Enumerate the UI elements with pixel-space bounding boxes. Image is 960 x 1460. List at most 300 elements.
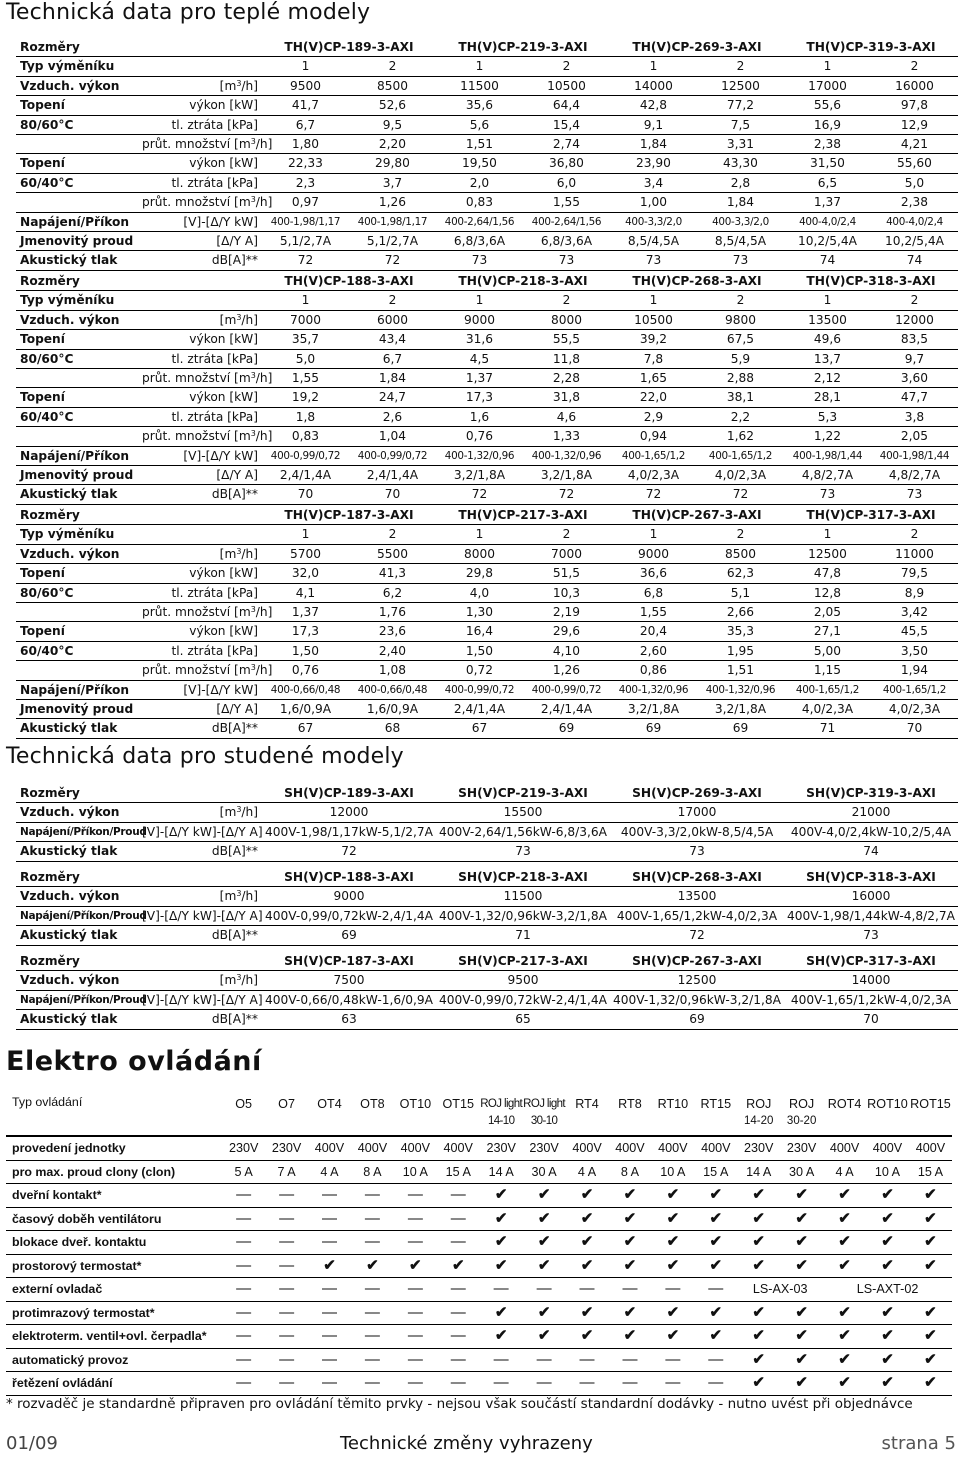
feature-value: 10 A [660,1164,686,1179]
cell-value: 39,2 [639,332,668,347]
cell-value: 73 [819,487,836,502]
cell-value: 400-1,32/0,96 [618,683,689,696]
cell-value: 11500 [460,78,499,93]
check-mark: ✔ [580,1256,594,1274]
check-mark: ✔ [924,1186,937,1203]
check-mark: ✔ [881,1350,894,1368]
check-mark: ✔ [838,1303,851,1321]
table-row [16,641,958,660]
control-type [394,1090,437,1136]
cell-value: 2,6 [382,409,403,424]
control-type-name: ROJ light [523,1097,566,1110]
model-name: SH(V)CP-187-3-AXI [284,954,414,968]
table-row [16,57,958,76]
cell-value: 31,50 [810,156,845,171]
cell-value: 9,1 [643,117,664,132]
cell-value: 23,6 [378,624,407,639]
cell-value: 1,08 [378,663,407,678]
cell-value: 6,8/3,6A [453,234,506,249]
dash-mark: — [407,1186,423,1203]
cell-value: 9000 [333,889,365,904]
check-mark: ✔ [623,1303,637,1321]
cell-value: 1,94 [900,663,929,678]
feature-label: řetězení ovládání [12,1376,113,1390]
feature-label: provedení jednotky [12,1141,126,1155]
check-mark: ✔ [623,1186,637,1203]
cell-value: 1,15 [813,663,842,678]
cell-value: 4,21 [900,137,929,152]
footer-center: Technické změny vyhrazeny [340,1433,593,1454]
header-dimensions: Rozměry [20,274,80,288]
dash-mark: — [279,1303,295,1321]
feature-value: 400V [357,1141,388,1155]
check-mark: ✔ [537,1303,551,1321]
control-type-variant [308,1113,351,1130]
feature-value: 230V [529,1141,559,1155]
cell-value: 400-1,65/1,2 [795,683,860,696]
control-type-variant [608,1113,651,1130]
cell-value: 10,3 [552,585,581,600]
cell-value: 9000 [463,312,496,327]
row-label [16,603,142,622]
cell-value: 70 [906,721,923,736]
check-mark: ✔ [623,1233,637,1250]
cold-title: Technická data pro studené modely [6,744,404,769]
cell-value: 1,95 [726,643,755,658]
dash-mark: — [536,1350,552,1368]
table-header-row [16,38,958,57]
control-type [566,1090,609,1136]
check-mark: ✔ [623,1256,637,1274]
row-unit: průt. množství $[m^3/h]$ [142,663,273,678]
control-type [866,1090,909,1136]
row-unit: $[m^3/h]$ [219,889,258,904]
check-mark: ✔ [709,1303,723,1321]
cell-value: 10,2/5,4A [885,234,944,249]
cell-value: 0,83 [465,195,494,210]
feature-value: 400V [314,1141,345,1155]
check-mark: ✔ [709,1327,723,1344]
table-row [16,661,958,680]
cell-value: 71 [819,721,836,736]
cell-value: 24,7 [378,390,407,405]
cell-value: 3,42 [900,605,929,620]
control-type-variant [909,1113,952,1130]
header-unit [142,952,262,971]
feature-value: 400V [829,1141,860,1155]
cell-value: 2,38 [900,195,929,210]
model-name: SH(V)CP-317-3-AXI [806,954,936,968]
check-mark: ✔ [580,1303,594,1321]
dash-mark: — [236,1350,252,1368]
cell-value: 36,80 [549,156,584,171]
cell-value: 4,0/2,3A [714,468,767,483]
cell-value: 5,00 [813,643,842,658]
cell-value: 2,4/1,4A [453,702,506,717]
check-mark: ✔ [838,1256,851,1274]
cell-value: 10500 [634,312,673,327]
cell-value: 1,55 [291,371,320,386]
feature-value: 14 A [746,1164,772,1179]
cell-value: 4,0/2,3A [888,702,941,717]
model-name: SH(V)CP-267-3-AXI [632,954,762,968]
dash-mark: — [279,1350,295,1368]
cell-value: 2,88 [726,371,755,386]
cell-value: 1 [475,59,484,74]
table-row [16,822,958,841]
cell-value: 65 [515,1012,531,1027]
check-mark: ✔ [795,1374,808,1391]
header-dimensions: Rozměry [20,954,80,968]
dash-mark: — [279,1233,295,1250]
cell-value: 7000 [550,546,583,561]
cell-value: 12,9 [900,117,929,132]
row-label: 60/40°C [20,409,74,424]
cell-value: 12500 [808,546,847,561]
dash-mark: — [450,1374,466,1391]
check-mark: ✔ [838,1350,851,1368]
dash-mark: — [407,1303,423,1321]
dash-mark: — [579,1280,595,1297]
cell-value: 400-0,99/0,72 [531,683,602,696]
row-label: Napájení/Příkon [20,448,130,463]
cell-value: 400V-3,3/2,0kW-8,5/4,5A [620,824,774,839]
cell-value: 1,26 [378,195,407,210]
warm-spec-table [16,272,958,505]
cell-value: 69 [689,1012,705,1027]
cell-value: 3,7 [382,175,403,190]
table-row [16,135,958,154]
cell-value: 47,7 [900,390,929,405]
check-mark: ✔ [881,1374,894,1391]
cell-value: 2 [910,293,919,308]
row-unit: dB[A]** [211,1012,258,1027]
cell-value: 72 [732,487,749,502]
cell-value: 1,26 [552,663,581,678]
cell-value: 9800 [724,312,757,327]
row-label: Napájení/Příkon/Proud [20,825,147,838]
cell-value: 70 [384,487,401,502]
row-unit: dB[A]** [211,721,258,736]
cell-value: 73 [906,487,923,502]
dash-mark: — [407,1233,423,1250]
cell-value: 21000 [851,805,891,820]
feature-value: 230V [486,1141,516,1155]
feature-value: 5 A [234,1164,253,1179]
control-type-name: ROJ light [480,1097,523,1110]
table-row [16,193,958,212]
cell-value: 29,6 [552,624,581,639]
cell-value: 4,0/2,3A [801,702,854,717]
row-unit: průt. množství $[m^3/h]$ [142,137,273,152]
cold-spec-table [16,784,958,862]
cell-value: 9000 [637,546,670,561]
cell-value: 3,8 [904,409,925,424]
cell-value: 4,1 [295,585,316,600]
cell-value: 0,76 [465,429,494,444]
cell-value: 35,6 [465,98,494,113]
cell-value: 12500 [721,78,760,93]
elektro-row [6,1348,952,1372]
elektro-row [6,1372,952,1396]
row-unit: [Δ/Y A] [216,468,258,483]
cell-value: 3,31 [726,137,755,152]
model-name: TH(V)CP-219-3-AXI [458,40,588,54]
check-mark: ✔ [409,1256,422,1274]
cell-value: 11500 [503,889,543,904]
feature-value: 10 A [874,1164,901,1179]
cell-value: 4,0 [469,585,490,600]
table-row [16,251,958,270]
cell-value: 47,8 [813,566,842,581]
cell-value: 31,6 [465,332,494,347]
dash-mark: — [279,1374,295,1391]
cell-value: 400-1,32/0,96 [705,683,776,696]
cell-value: 67,5 [726,332,755,347]
check-mark: ✔ [795,1303,808,1321]
check-mark: ✔ [537,1327,551,1344]
row-unit: tl. ztráta [kPa] [171,409,258,424]
cell-value: 32,0 [291,566,320,581]
cell-value: 2 [562,293,571,308]
cell-value: 35,3 [726,624,755,639]
cell-value: 4,0/2,3A [627,468,680,483]
cell-value: 1,51 [465,137,494,152]
row-label: Napájení/Příkon/Proud [20,909,147,922]
model-name: TH(V)CP-188-3-AXI [284,274,414,288]
check-mark: ✔ [881,1303,894,1321]
check-mark: ✔ [924,1303,937,1321]
cell-value: 6000 [376,312,409,327]
cell-value: 400-4,0/2,4 [886,215,943,228]
row-label: 80/60°C [20,117,74,132]
cell-value: 1,04 [378,429,407,444]
row-unit: [V]-[Δ/Y kW]-[Δ/Y A] [142,992,263,1007]
cell-value: 72 [341,844,357,859]
cold-spec-table [16,952,958,1030]
cell-value: 400-1,65/1,2 [882,683,947,696]
row-label: Napájení/Příkon/Proud [20,993,147,1006]
table-row [16,990,958,1009]
check-mark: ✔ [494,1327,508,1344]
row-unit [142,525,262,544]
row-label: Typ výměníku [20,527,115,542]
cell-value: 3,60 [900,371,929,386]
cell-value: 1,84 [639,137,668,152]
feature-value: 4 A [320,1164,339,1179]
table-row [16,926,958,945]
row-unit: dB[A]** [211,844,258,859]
cell-value: 8,5/4,5A [714,234,767,249]
header-dimensions: Rozměry [20,40,80,54]
cell-value: 1 [301,527,310,542]
cell-value: 1,55 [552,195,581,210]
dash-mark: — [321,1233,337,1250]
control-type-variant [222,1113,265,1130]
cell-value: 2,19 [552,605,581,620]
dash-mark: — [536,1374,552,1391]
cell-value: 5500 [376,546,409,561]
cell-value: 51,5 [552,566,581,581]
feature-value: 30 A [789,1164,815,1179]
cell-value: 2 [736,59,745,74]
cell-value: 4,6 [556,409,577,424]
feature-value: LS-AXT-02 [856,1282,919,1296]
row-label [16,661,142,680]
cell-value: 8500 [724,546,757,561]
check-mark: ✔ [666,1303,680,1321]
cell-value: 1,22 [813,429,842,444]
cell-value: 74 [863,844,879,859]
dash-mark: — [364,1350,380,1368]
table-row [16,369,958,388]
cell-value: 3,2/1,8A [540,468,593,483]
cell-value: 13500 [808,312,847,327]
check-mark: ✔ [451,1256,465,1274]
dash-mark: — [579,1374,595,1391]
feature-label: dveřní kontakt* [12,1188,102,1202]
dash-mark: — [579,1350,595,1368]
dash-mark: — [493,1374,509,1391]
cell-value: 3,2/1,8A [453,468,506,483]
cell-value: 73 [863,928,879,943]
check-mark: ✔ [752,1327,765,1344]
cell-value: 12,8 [813,585,842,600]
dash-mark: — [236,1209,252,1227]
cell-value: 3,2/1,8A [714,702,767,717]
dash-mark: — [493,1280,509,1297]
cell-value: 14000 [851,973,891,988]
cell-value: 400V-0,66/0,48kW-1,6/0,9A [265,992,433,1007]
header-dimensions: Rozměry [20,870,80,884]
control-type [265,1090,308,1136]
feature-value: 10 A [402,1164,428,1179]
table-row [16,466,958,485]
warm-spec-table [16,38,958,271]
elektro-row [6,1231,952,1255]
cell-value: 12500 [677,973,717,988]
cell-value: 20,4 [639,624,668,639]
cell-value: 6,2 [382,585,403,600]
cell-value: 52,6 [378,98,407,113]
table-row [16,310,958,329]
dash-mark: — [450,1186,466,1203]
control-type [909,1090,952,1136]
check-mark: ✔ [323,1256,336,1274]
cell-value: 73 [471,253,488,268]
cell-value: 6,5 [817,175,838,190]
cell-value: 8500 [376,78,409,93]
cell-value: 12000 [895,312,934,327]
check-mark: ✔ [752,1374,765,1391]
check-mark: ✔ [494,1256,508,1274]
row-label: 60/40°C [20,175,74,190]
elektro-title: Elektro ovládání [6,1046,262,1077]
control-type-variant: 14-20 [744,1114,774,1127]
cell-value: 2,9 [643,409,664,424]
cell-value: 12000 [329,805,369,820]
cell-value: 22,33 [288,156,323,171]
control-type-name: ROT15 [910,1096,951,1111]
header-dimensions: Rozměry [20,508,80,522]
row-unit: $[m^3/h]$ [219,973,258,988]
check-mark: ✔ [838,1327,851,1344]
dash-mark: — [236,1280,252,1297]
cell-value: 38,1 [726,390,755,405]
cell-value: 2 [562,59,571,74]
control-type-name: OT10 [399,1096,432,1111]
row-label: Jmenovitý proud [20,234,134,249]
elektro-row [6,1278,952,1302]
dash-mark: — [321,1374,337,1391]
cell-value: 2,0 [469,175,490,190]
cell-value: 27,1 [813,624,842,639]
cell-value: 1,33 [552,429,581,444]
cell-value: 67 [471,721,488,736]
dash-mark: — [364,1280,380,1297]
cell-value: 3,50 [900,643,929,658]
table-row [16,842,958,861]
row-label: Vzduch. výkon [20,312,120,327]
cell-value: 29,8 [465,566,494,581]
check-mark: ✔ [795,1327,808,1344]
feature-value: 15 A [445,1164,471,1179]
model-name: TH(V)CP-318-3-AXI [806,274,936,288]
row-label: Akustický tlak [20,721,118,736]
row-label: Napájení/Příkon [20,214,130,229]
dash-mark: — [622,1374,638,1391]
cell-value: 74 [906,253,923,268]
check-mark: ✔ [795,1186,808,1203]
cell-value: 1,6 [469,409,490,424]
check-mark: ✔ [366,1256,379,1274]
dash-mark: — [536,1280,552,1297]
row-unit: průt. množství $[m^3/h]$ [142,605,273,620]
control-type-name: O7 [278,1096,295,1111]
cell-value: 8,5/4,5A [627,234,680,249]
feature-value: 4 A [835,1164,854,1179]
cell-value: 4,8/2,7A [888,468,941,483]
feature-label: elektroterm. ventil+ovl. čerpadla* [12,1329,207,1343]
elektro-table [6,1090,952,1396]
cell-value: 1,55 [639,605,668,620]
control-type-name: O5 [235,1096,253,1111]
check-mark: ✔ [623,1327,637,1344]
control-type-name: ROT10 [867,1096,908,1111]
cell-value: 73 [732,253,749,268]
model-name: TH(V)CP-319-3-AXI [806,40,936,54]
feature-label: blokace dveř. kontaktu [12,1235,147,1249]
header-unit [142,506,262,525]
dash-mark: — [407,1327,423,1344]
cell-value: 2,12 [813,371,842,386]
check-mark: ✔ [795,1256,808,1274]
control-type-variant [265,1113,308,1130]
cell-value: 13,7 [813,351,842,366]
cell-value: 7000 [289,312,322,327]
cell-value: 5,0 [295,351,316,366]
cell-value: 2,3 [295,175,316,190]
dash-mark: — [279,1209,295,1227]
cell-value: 2 [388,527,397,542]
control-type-variant [566,1113,609,1130]
row-label: Vzduch. výkon [20,973,120,988]
cell-value: 1 [649,59,658,74]
row-label: Akustický tlak [20,1012,118,1027]
control-type-variant: 30-20 [786,1114,817,1127]
row-label: Vzduch. výkon [20,78,120,93]
cell-value: 1 [823,293,832,308]
